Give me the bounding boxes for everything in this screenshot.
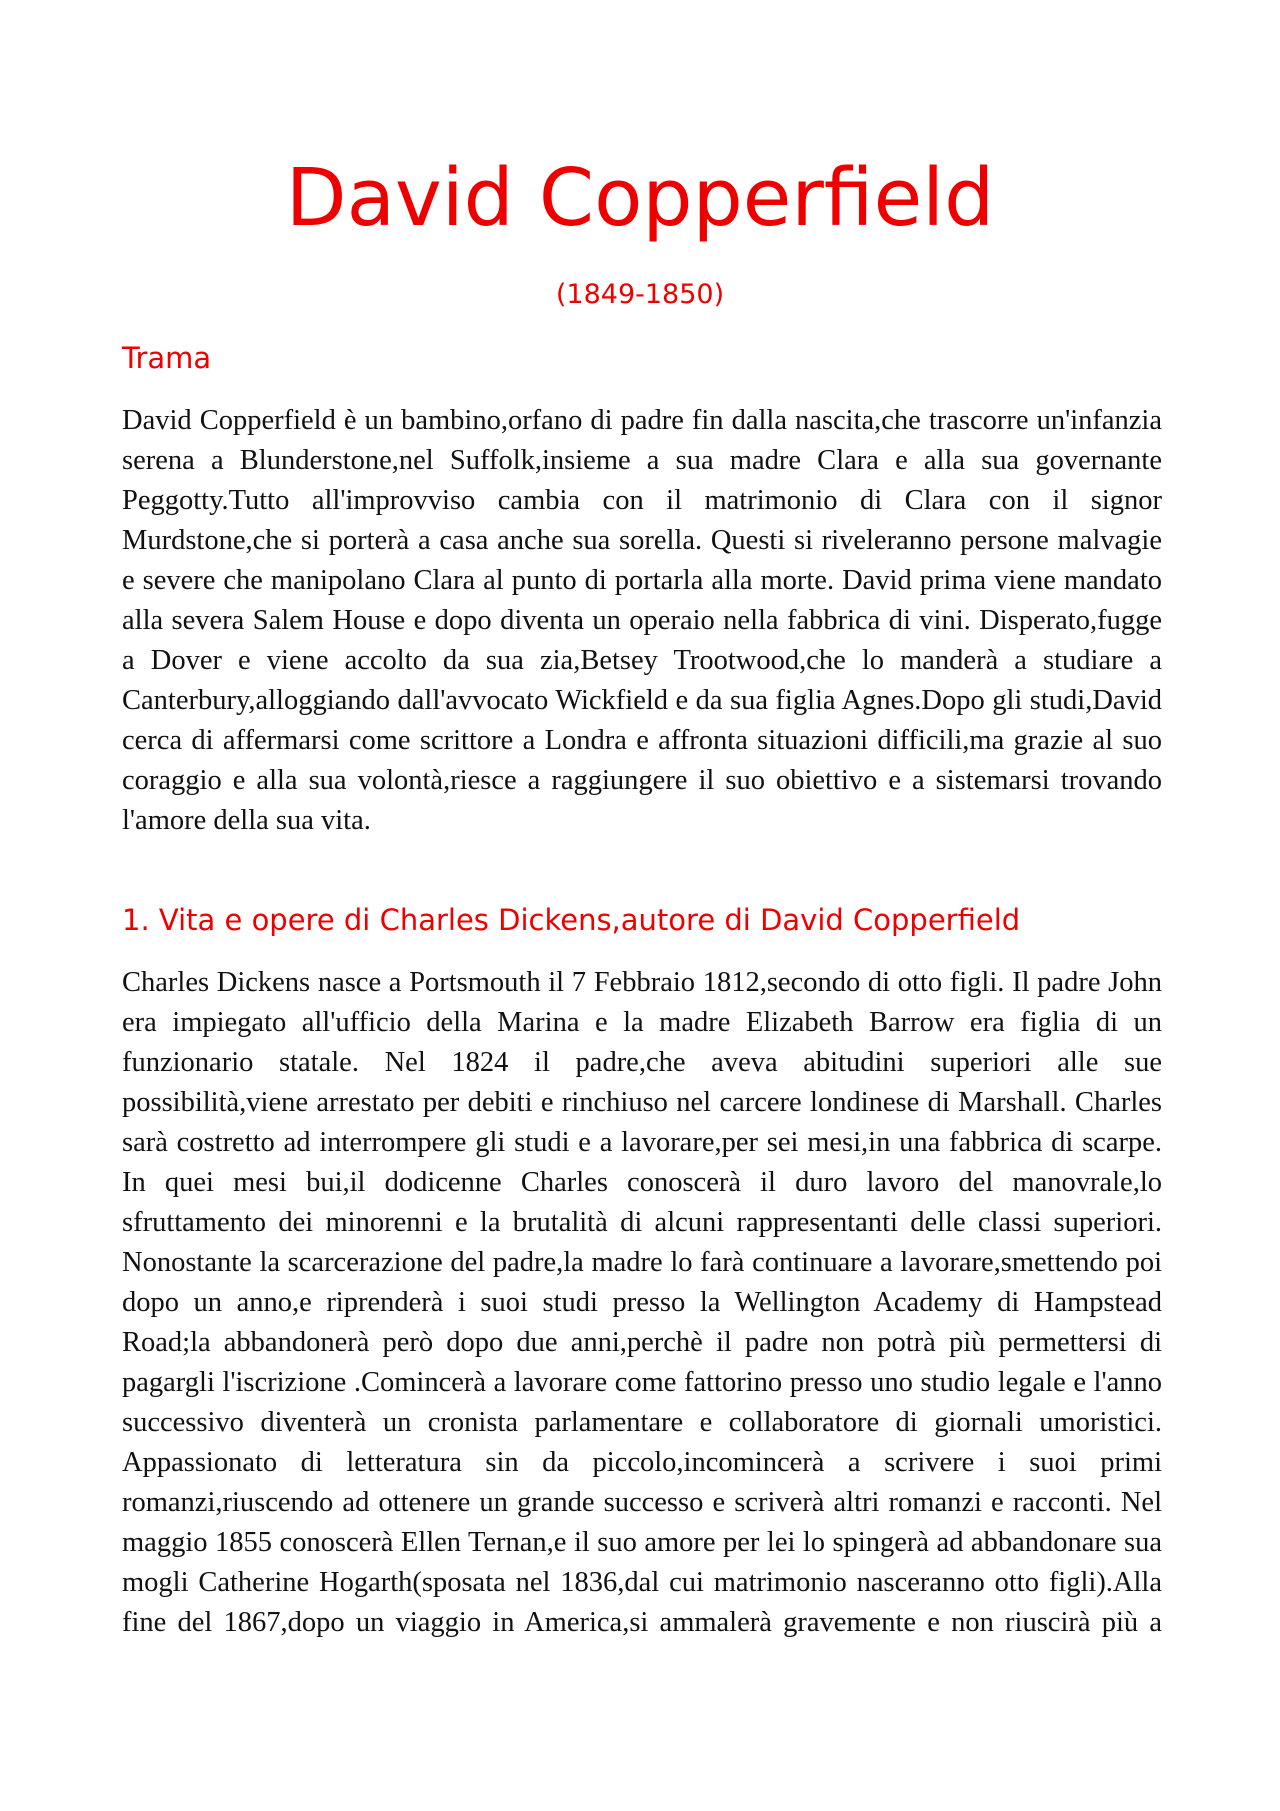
section-body-trama: David Copperfield è un bambino,orfano di padre fin dalla nascita,che trascorre un'infanzia serena a Blunderstone,nel Suffolk,insieme a sua madre Clara e alla sua governante Peggotty.Tutto all'improvviso cambia con il matrimonio di Clara con il signor Murdstone,che si porterà a casa anche sua sorella. Questi si riveleranno persone malvagie e severe che manipolano Clara al punto di portarla alla morte. David prima viene mandato alla severa Salem House e dopo diventa un operaio nella fabbrica di vini. Disperato,fugge a Dover e viene accolto da sua zia,Betsey Trootwood,che lo manderà a studiare a Canterbury,alloggiando dall'avvocato Wickfield e da sua figlia Agnes.Dopo gli studi,David cerca di affermarsi come scrittore a Londra e affronta situazioni difficili,ma grazie al suo coraggio e alla sua volontà,riesce a raggiungere il suo obiettivo e a sistemarsi trovando l'amore della sua vita.: [122, 405, 1162, 836]
document-title: David Copperfield: [285, 152, 995, 244]
section-body-vita: Charles Dickens nasce a Portsmouth il 7 Febbraio 1812,secondo di otto figli. Il padre John era impiegato all'ufficio della Marina e la madre Elizabeth Barrow era figlia di un funzionario statale. Nel 1824 il padre,che aveva abitudini superiori alle sue possibilità,viene arrestato per debiti e rinchiuso nel carcere londinese di Marshall. Charles sarà costretto ad interrompere gli studi e a lavorare,per sei mesi,in una fabbrica di scarpe. In quei mesi bui,il dodicenne Charles conoscerà il duro lavoro del manovrale,lo sfruttamento dei minorenni e la brutalità di alcuni rappresentanti delle classi superiori. Nonostante la scarcerazione del padre,la madre lo farà continuare a lavorare,smettendo poi dopo un anno,e riprenderà i suoi studi presso la Wellington Academy di Hampstead Road;la abbandonerà però dopo due anni,perchè il padre non potrà più permettersi di pagargli l'iscrizione .Comincerà a lavorare come fattorino presso uno studio legale e l'anno successivo diventerà un cronista parlamentare e collaboratore di giornali umoristici. Appassionato di letteratura sin da piccolo,incomincerà a scrivere i suoi primi romanzi,riuscendo ad ottenere un grande successo e scriverà altri romanzi e racconti. Nel maggio 1855 conoscerà Ellen Ternan,e il suo amore per lei lo spingerà ad abbandonare sua mogli Catherine Hogarth(sposata nel 1836,dal cui matrimonio nasceranno otto figli).Alla fine del 1867,dopo un viaggio in America,si ammalerà gravemente e non riuscirà più a: [122, 967, 1162, 1638]
section-heading-vita: 1. Vita e opere di Charles Dickens,autore di David Copperfield: [122, 903, 1021, 937]
document-subtitle: (1849-1850): [555, 279, 725, 310]
section-heading-trama: Trama: [122, 341, 212, 375]
